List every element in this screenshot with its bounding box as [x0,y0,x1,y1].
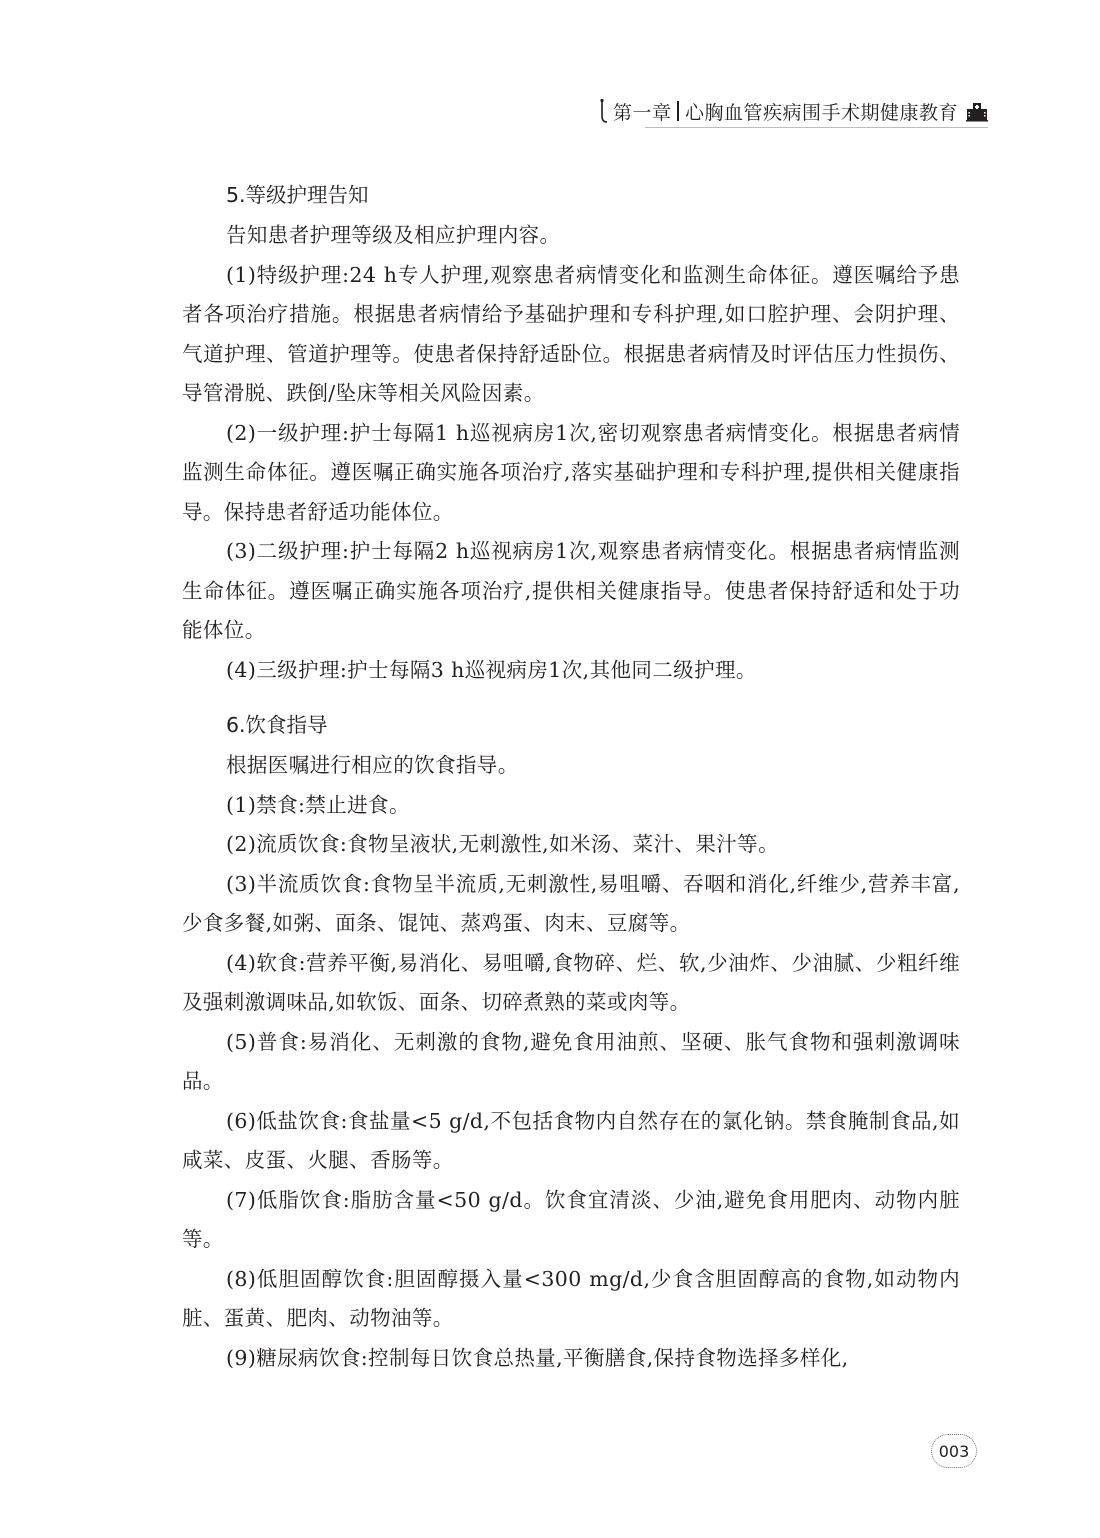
hospital-building-icon [966,100,988,122]
paragraph: (3)半流质饮食:食物呈半流质,无刺激性,易咀嚼、吞咽和消化,纤维少,营养丰富,少食多餐,如粥、面条、馄饨、蒸鸡蛋、肉末、豆腐等。 [182,871,960,935]
paragraph: (1)特级护理:24 h专人护理,观察患者病情变化和监测生命体征。遵医嘱给予患者各项治疗措施。根据患者病情给予基础护理和专科护理,如口腔护理、会阴护理、气道护理、管道护理等。使患者保持舒适卧位。根据患者病情及时评估压力性损伤、导管滑脱、跌倒/坠床等相关风险因素。 [182,262,960,405]
paragraph: (2)一级护理:护士每隔1 h巡视病房1次,密切观察患者病情变化。根据患者病情监测生命体征。遵医嘱正确实施各项治疗,落实基础护理和专科护理,提供相关健康指导。保持患者舒适功能体位。 [182,420,960,524]
paragraph: (5)普食:易消化、无刺激的食物,避免食用油煎、坚硬、胀气食物和强刺激调味品。 [182,1029,960,1093]
paragraph: 根据医嘱进行相应的饮食指导。 [226,753,519,777]
section-heading-nursing-level: 5.等级护理告知 [226,183,369,207]
paragraph: (2)流质饮食:食物呈液状,无刺激性,如米汤、菜汁、果汁等。 [226,832,779,856]
section-heading-diet-guidance: 6.饮食指导 [226,713,328,737]
page-number: 003 [931,1434,977,1468]
running-header [599,94,988,128]
paragraph: 告知患者护理等级及相应护理内容。 [226,223,561,247]
chapter-label: 第一章 [612,101,672,124]
paragraph: (6)低盐饮食:食盐量<5 g/d,不包括食物内自然存在的氯化钠。禁食腌制食品,如咸菜、皮蛋、火腿、香肠等。 [182,1108,960,1172]
page-body [182,174,960,1378]
paragraph: (1)禁食:禁止进食。 [226,792,410,817]
stethoscope-hook-icon [599,98,609,124]
chapter-title: 心胸血管疾病围手术期健康教育 [684,101,958,124]
header-separator [677,101,679,121]
paragraph: (3)二级护理:护士每隔2 h巡视病房1次,观察患者病情变化。根据患者病情监测生命体征。遵医嘱正确实施各项治疗,提供相关健康指导。使患者保持舒适和处于功能体位。 [182,539,960,642]
paragraph: (4)软食:营养平衡,易消化、易咀嚼,食物碎、烂、软,少油炸、少油腻、少粗纤维及强刺激调味品,如软饭、面条、切碎煮熟的菜或肉等。 [182,950,960,1014]
header-rule [645,127,988,128]
paragraph: (9)糖尿病饮食:控制每日饮食总热量,平衡膳食,保持食物选择多样化, [226,1345,849,1370]
paragraph: (4)三级护理:护士每隔3 h巡视病房1次,其他同二级护理。 [226,657,757,682]
paragraph: (8)低胆固醇饮食:胆固醇摄入量<300 mg/d,少食含胆固醇高的食物,如动物内脏、蛋黄、肥肉、动物油等。 [182,1266,960,1330]
paragraph: (7)低脂饮食:脂肪含量<50 g/d。饮食宜清淡、少油,避免食用肥肉、动物内脏等。 [182,1187,960,1251]
